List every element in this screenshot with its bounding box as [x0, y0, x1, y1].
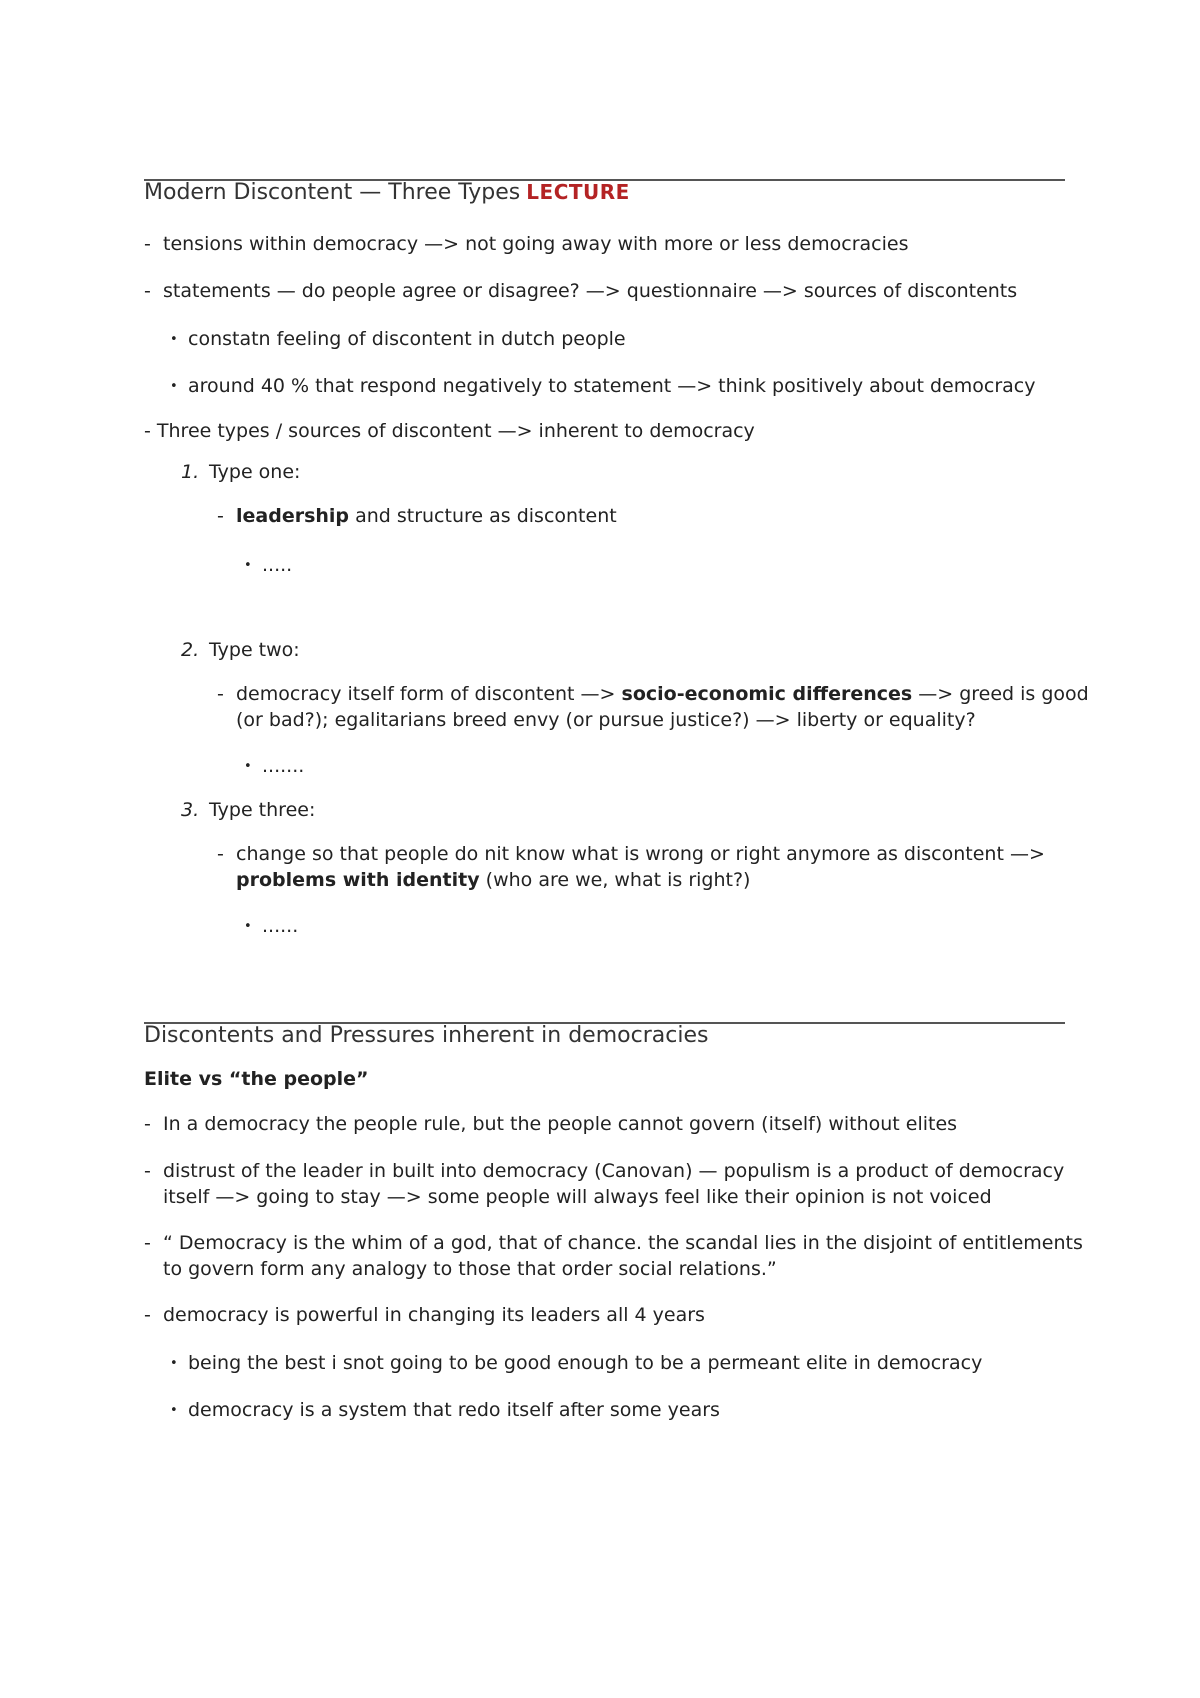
quote-item-continuation: to govern form any analogy to those that order social relations.”	[163, 1258, 777, 1280]
dash-marker: -	[144, 233, 151, 255]
list-item: tensions within democracy —> not going away with more or less democracies	[163, 233, 909, 255]
dash-marker: -	[144, 1304, 151, 1326]
placeholder-bullet: ......	[262, 915, 299, 937]
dash-marker: -	[144, 1160, 151, 1182]
section1-title	[144, 180, 630, 205]
type-description-post: —> greed is good	[912, 683, 1089, 705]
bullet-icon: •	[244, 558, 252, 573]
type-label: Type two:	[209, 639, 300, 661]
section2-subtitle	[144, 1066, 369, 1093]
type-bold-term: leadership	[236, 505, 350, 527]
section1-title-text: Modern Discontent — Three Types	[144, 180, 521, 205]
type-description-pre: democracy itself form of discontent —>	[236, 683, 622, 705]
section2-title: Discontents and Pressures inherent in democracies	[144, 1023, 709, 1048]
list-item-continuation: itself —> going to stay —> some people will always feel like their opinion is not voiced	[163, 1186, 992, 1208]
type-description-line2	[236, 867, 750, 894]
bullet-icon: •	[244, 759, 252, 774]
type-label: Type three:	[209, 799, 316, 821]
list-item: statements — do people agree or disagree? —> questionnaire —> sources of discontents	[163, 280, 1018, 302]
dash-marker: -	[144, 280, 151, 302]
dash-marker: -	[144, 1232, 151, 1254]
type-number: 2.	[181, 639, 200, 661]
list-item: In a democracy the people rule, but the people cannot govern (itself) without elites	[163, 1113, 958, 1135]
three-types-line: - Three types / sources of discontent —> inherent to democracy	[144, 420, 755, 442]
type-label: Type one:	[209, 461, 301, 483]
bullet-icon: •	[244, 919, 252, 934]
type-description-line2: (or bad?); egalitarians breed envy (or pursue justice?) —> liberty or equality?	[236, 709, 976, 731]
type-description: change so that people do nit know what is wrong or right anymore as discontent —>	[236, 843, 1045, 865]
list-item: distrust of the leader in built into democracy (Canovan) — populism is a product of democracy	[163, 1160, 1065, 1182]
placeholder-bullet: .....	[262, 554, 293, 576]
dash-marker: -	[217, 683, 224, 705]
type-description-rest: and structure as discontent	[349, 505, 617, 527]
placeholder-bullet: .......	[262, 755, 305, 777]
sub-list-item: democracy is a system that redo itself after some years	[188, 1399, 720, 1421]
type-bold-term: socio-economic differences	[621, 683, 913, 705]
sub-list-item: being the best i snot going to be good enough to be a permeant elite in democracy	[188, 1352, 983, 1374]
sub-list-item: around 40 % that respond negatively to statement —> think positively about democracy	[188, 375, 1036, 397]
bullet-icon: •	[170, 379, 178, 394]
type-number: 3.	[181, 799, 200, 821]
section2-subtitle-text: Elite vs “the people”	[144, 1068, 369, 1090]
bullet-icon: •	[170, 1356, 178, 1371]
lecture-badge: LECTURE	[526, 180, 630, 204]
type-description	[236, 503, 617, 530]
sub-list-item: constatn feeling of discontent in dutch people	[188, 328, 626, 350]
type-description	[236, 681, 1089, 708]
type-description-post: (who are we, what is right?)	[479, 869, 751, 891]
bullet-icon: •	[170, 332, 178, 347]
list-item: democracy is powerful in changing its leaders all 4 years	[163, 1304, 705, 1326]
type-number: 1.	[181, 461, 200, 483]
type-bold-term: problems with identity	[236, 869, 480, 891]
dash-marker: -	[217, 843, 224, 865]
dash-marker: -	[144, 1113, 151, 1135]
dash-marker: -	[217, 505, 224, 527]
quote-item: “ Democracy is the whim of a god, that of chance. the scandal lies in the disjoint of entitlements	[163, 1232, 1083, 1254]
bullet-icon: •	[170, 1403, 178, 1418]
